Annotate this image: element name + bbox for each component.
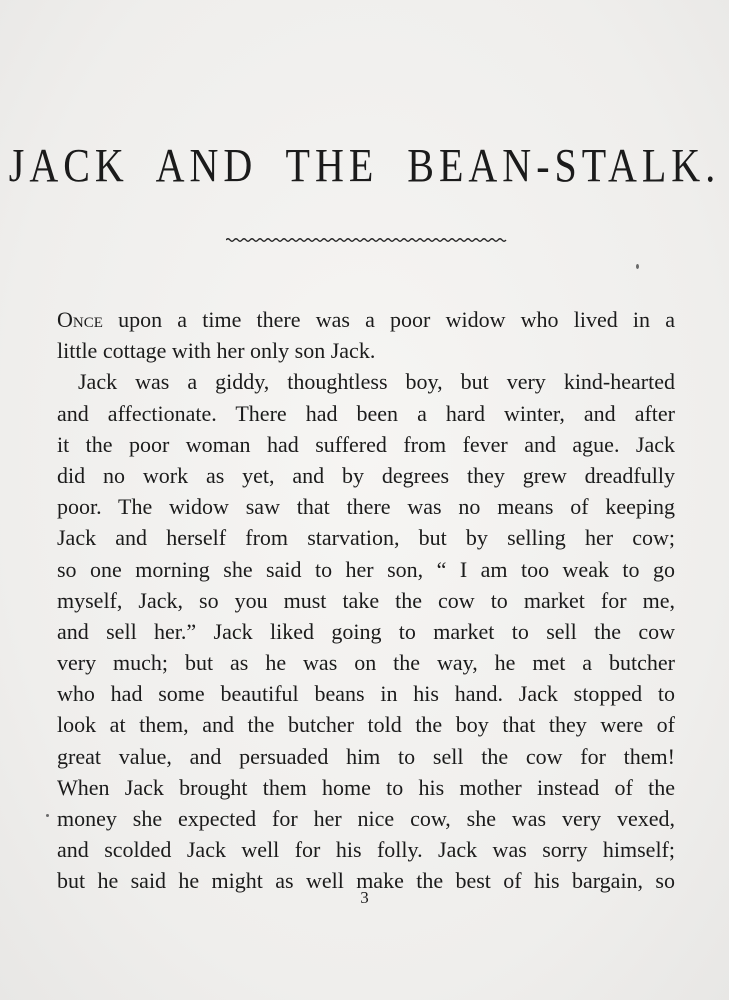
text-line-3: Jack was a giddy, thoughtless boy, but very kind-hearted bbox=[78, 369, 675, 395]
text-line-9: so one morning she said to her son, “ I am too weak to go bbox=[57, 556, 675, 582]
story-text bbox=[57, 304, 675, 897]
paper-speck bbox=[46, 814, 49, 817]
text-line-17: money she expected for her nice cow, she was very vexed, bbox=[57, 806, 675, 831]
chapter-title: JACK AND THE BEAN-STALK. bbox=[8, 139, 721, 193]
text-line-6: did no work as yet, and by degrees they grew dreadfully bbox=[57, 462, 675, 488]
text-line-1 bbox=[57, 304, 675, 335]
text-line-12: very much; but as he was on the way, he met a butcher bbox=[57, 650, 675, 676]
text-line-4: and affectionate. There had been a hard winter, and after bbox=[57, 400, 675, 426]
text-line-15: great value, and persuaded him to sell the cow for them! bbox=[57, 743, 675, 769]
text-line-13: who had some beautiful beans in his hand. Jack stopped to bbox=[57, 681, 675, 707]
text-line-14: look at them, and the butcher told the boy that they were of bbox=[57, 712, 675, 738]
text-line-10: myself, Jack, so you must take the cow to market for me, bbox=[57, 587, 675, 613]
text-line-16: When Jack brought them home to his mother instead of the bbox=[57, 774, 675, 800]
text-line-5: it the poor woman had suffered from fever and ague. Jack bbox=[57, 431, 675, 457]
text-line-7: poor. The widow saw that there was no means of keeping bbox=[57, 494, 675, 520]
text-line-19: but he said he might as well make the best of his bargain, so bbox=[57, 868, 675, 894]
text-line-2: little cottage with her only son Jack. bbox=[57, 338, 376, 364]
page-number: 3 bbox=[360, 888, 369, 907]
text-line-11: and sell her.” Jack liked going to market to sell the cow bbox=[57, 618, 675, 644]
drop-word: Once bbox=[57, 307, 103, 332]
paper-speck bbox=[636, 264, 639, 269]
title-divider-ornament bbox=[226, 234, 508, 246]
text-line-1-rest: upon a time there was a poor widow who lived in a bbox=[102, 307, 675, 332]
text-line-18: and scolded Jack well for his folly. Jack was sorry himself; bbox=[57, 837, 675, 863]
text-line-8: Jack and herself from starvation, but by selling her cow; bbox=[57, 525, 675, 551]
